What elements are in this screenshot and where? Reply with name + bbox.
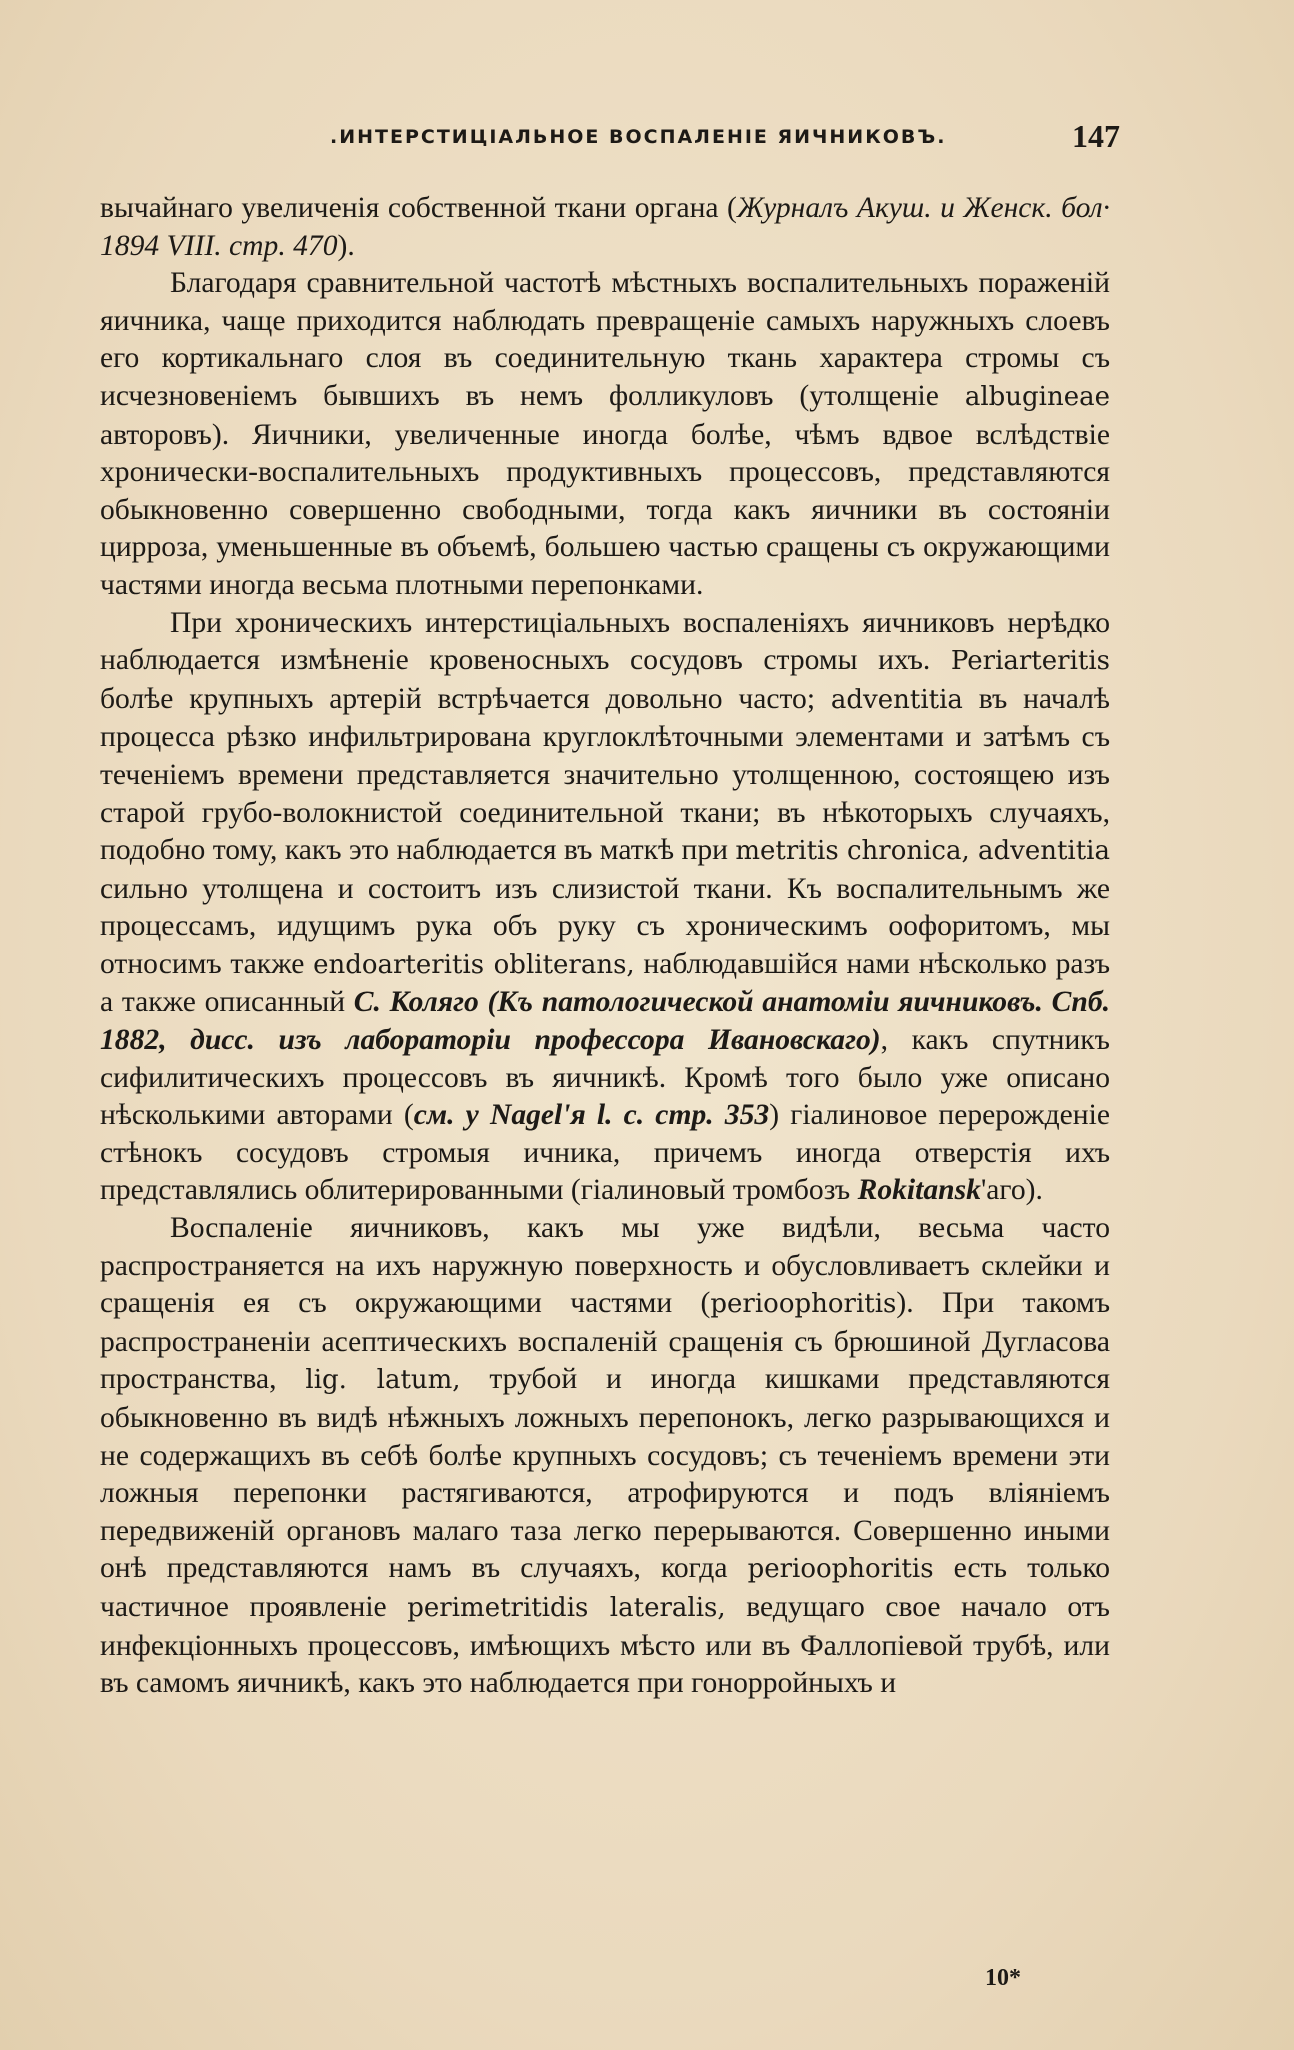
- latin-term: albugineae: [964, 381, 1110, 412]
- text-run: вычайнаго увеличенія собственной ткани органа (: [100, 192, 737, 224]
- paragraph: [100, 1210, 1110, 1703]
- latin-term: perimetritidis lateralis,: [407, 1592, 726, 1623]
- running-title: .ИНТЕРСТИЦІАЛЬНОЕ ВОСПАЛЕНІЕ ЯИЧНИКОВЪ.: [330, 126, 947, 148]
- citation: Журналъ Акуш. и Женск. бол· 1894 VIII. стр. 470: [100, 192, 1110, 262]
- paragraph-continuation: [100, 190, 1110, 265]
- latin-term: metritis chronica, adventitia: [735, 836, 1110, 867]
- text-run: авторовъ). Яичники, увеличенные иногда болѣе, чѣмъ вдвое вслѣдствіе хронически-воспалительныхъ продуктивныхъ процессовъ, представляются обыкновенно совершенно свободными, тогда какъ яичники въ состояніи цирроза, уменьшенные въ объемѣ, большею частью сращены съ окружающими частями иногда весьма плотными перепонками.: [100, 418, 1110, 601]
- text-run: въ началѣ процесса рѣзко инфильтрирована круглоклѣточными элементами и затѣмъ съ теченіемъ времени представляется значительно утолщенною, состоящею изъ старой грубо-волокнистой соединительной ткани; въ нѣкоторыхъ случаяхъ, подобно тому, какъ это наблюдается въ маткѣ при: [100, 682, 1110, 867]
- text-run: сильно утолщена и состоитъ изъ слизистой ткани. Къ воспалительнымъ же процессамъ, идущимъ рука объ руку съ хроническимъ оофоритомъ, мы относимъ также: [100, 872, 1110, 980]
- citation: см. у Nagel'я l. с. стр. 353: [413, 1099, 770, 1132]
- citation: Rokitansk: [857, 1174, 981, 1207]
- paragraph: [100, 605, 1110, 1211]
- text-run: ). При такомъ распространеніи асептическихъ воспаленій сращенія съ брюшиной Дугласова пространства,: [100, 1287, 1111, 1396]
- latin-term: perioophoritis: [710, 1289, 897, 1320]
- latin-term: lig. latum,: [305, 1365, 461, 1396]
- running-head: [330, 118, 1120, 158]
- latin-term: adventitia: [830, 684, 963, 715]
- citation: С. Коляго (Къ патологической анатоміи яичниковъ. Спб. 1882, дисс. изъ лабораторіи профессора Ивановскаго): [100, 986, 1110, 1057]
- signature-mark: 10*: [985, 1965, 1021, 1991]
- body-text: [100, 190, 1110, 1703]
- latin-term: perioophoritis: [747, 1554, 934, 1585]
- text-run: ведущаго свое начало отъ инфекціонныхъ процессовъ, имѣющихъ мѣсто или въ Фаллопіевой трубѣ, или въ самомъ яичникѣ, какъ это наблюдается при гонорройныхъ и: [100, 1590, 1110, 1700]
- text-run: , какъ спутникъ сифилитическихъ процессовъ въ яичникѣ. Кромѣ того было уже описано нѣсколькими авторами (: [100, 1024, 1110, 1132]
- latin-term: endoarteritis obliterans,: [313, 949, 635, 980]
- text-run: ) гіалиновое перерожденіе стѣнокъ сосудовъ стромыя ичника, причемъ иногда отверстія ихъ представлялись облитерированными (гіалиновый тромбозъ: [100, 1099, 1110, 1207]
- text-run: 'аго).: [980, 1174, 1043, 1207]
- text-run: наблюдавшійся нами нѣсколько разъ а также описанный: [100, 947, 1111, 1019]
- text-run: ).: [337, 229, 355, 262]
- text-run: трубой и иногда кишками представляются обыкновенно въ видѣ нѣжныхъ ложныхъ перепонокъ, легко разрывающихся и не содержащихъ въ себѣ болѣе крупныхъ сосудовъ; съ теченіемъ времени эти ложныя перепонки растягиваются, атрофируются и подъ вліяніемъ передвиженій органовъ малаго таза легко перерываются. Совершенно иными онѣ представляются намъ въ случаяхъ, когда: [100, 1363, 1111, 1585]
- text-run: Благодаря сравнительной частотѣ мѣстныхъ воспалительныхъ пораженій яичника, чаще приходится наблюдать превращеніе самыхъ наружныхъ слоевъ его кортикальнаго слоя въ соединительную ткань характера стромы съ исчезновеніемъ бывшихъ въ немъ фолликуловъ (утолщеніе: [100, 267, 1110, 412]
- text-run: При хроническихъ интерстиціальныхъ воспаленіяхъ яичниковъ нерѣдко наблюдается измѣненіе кровеносныхъ сосудовъ стромы ихъ.: [100, 606, 1110, 677]
- paragraph: [100, 265, 1110, 604]
- text-run: Воспаленіе яичниковъ, какъ мы уже видѣли, весьма часто распространяется на ихъ наружную поверхность и обусловливаетъ склейки и сращенія ея съ окружающими частями (: [100, 1212, 1110, 1320]
- text-run: болѣе крупныхъ артерій встрѣчается довольно часто;: [100, 682, 831, 715]
- text-run: есть только частичное проявленіе: [100, 1552, 1110, 1623]
- page-number: 147: [1072, 118, 1120, 154]
- latin-term: Periarteritis: [950, 646, 1110, 677]
